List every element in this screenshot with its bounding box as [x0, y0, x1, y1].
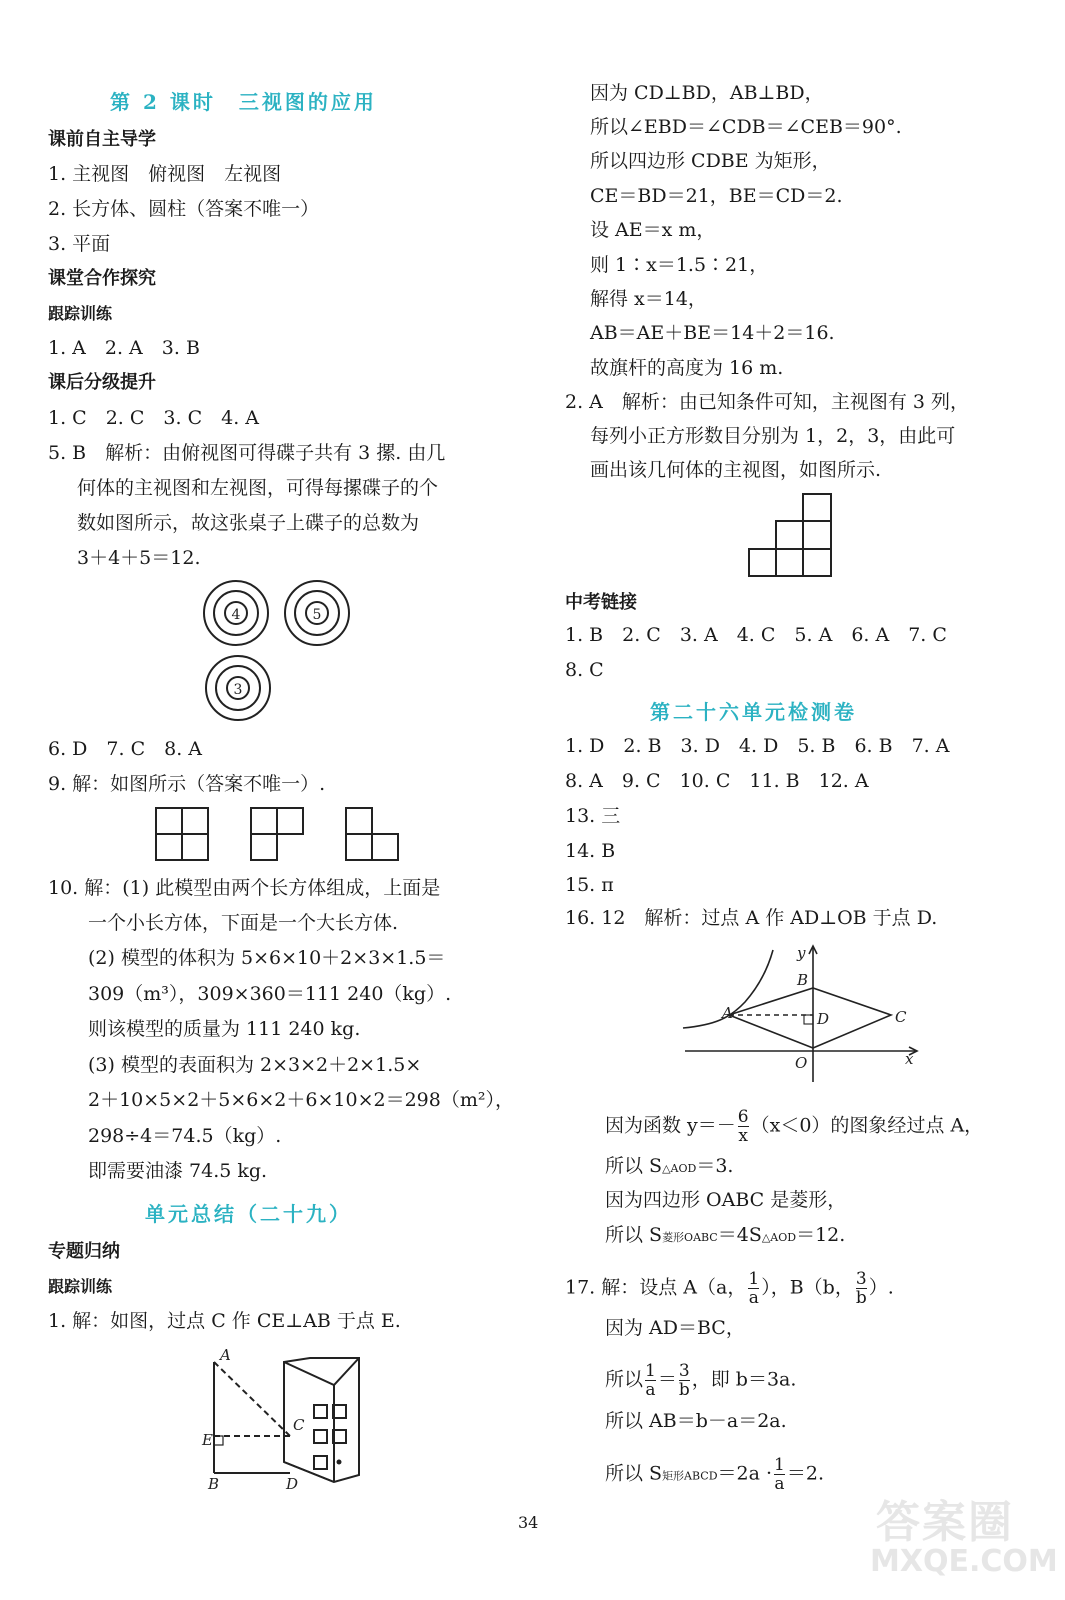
subscript: △AOD: [662, 1162, 697, 1175]
denominator: b: [678, 1380, 690, 1400]
text-segment: ＝4S: [717, 1224, 762, 1246]
answer-line: 10. 解：(1) 此模型由两个长方体组成，上面是: [48, 877, 441, 899]
answer-line: 1. B 2. C 3. A 4. C 5. A 6. A 7. C: [565, 624, 947, 646]
axis-label-x: x: [905, 1050, 914, 1068]
answer-line: 1. D 2. B 3. D 4. D 5. B 6. B 7. A: [565, 735, 950, 757]
subscript: 菱形OABC: [662, 1231, 718, 1244]
numerator: 1: [748, 1269, 760, 1289]
answer-line: 309（m³），309×360＝111 240（kg）.: [88, 983, 452, 1005]
answer-line: 2. 长方体、圆柱（答案不唯一）: [48, 198, 320, 220]
text-segment: ＝12.: [796, 1224, 846, 1246]
answer-line: 因为 AD＝BC，: [605, 1317, 745, 1339]
denominator: a: [645, 1380, 656, 1400]
watermark-url: MXQE.COM: [870, 1544, 1058, 1579]
page-number: 34: [518, 1513, 539, 1532]
answer-line: (2) 模型的体积为 5×6×10＋2×3×1.5＝: [88, 947, 446, 969]
three-views-figure: [156, 808, 398, 860]
answer-line: 2. A 解析：由已知条件可知，主视图有 3 列，: [565, 391, 970, 413]
plates-figure: [204, 581, 349, 720]
answer-line: 因为四边形 OABC 是菱形，: [605, 1189, 847, 1211]
answer-line: 何体的主视图和左视图，可得每摞碟子的个: [77, 477, 439, 499]
text-segment: 所以 S: [605, 1462, 663, 1485]
text-segment: 因为函数 y＝－: [605, 1114, 736, 1137]
watermark-logo: [866, 1486, 1058, 1586]
axis-label-y: y: [797, 944, 806, 962]
answer-line: 3. 平面: [48, 233, 111, 255]
fraction: [645, 1362, 656, 1399]
answer-line: [605, 1222, 845, 1251]
subscript: 矩形ABCD: [662, 1469, 718, 1483]
figures-left: [48, 0, 498, 1600]
answer-line: 解得 x＝14，: [590, 288, 707, 310]
answer-line-q17: [565, 1270, 894, 1307]
plate-label: 4: [231, 607, 241, 623]
text-segment: 17. 解：设点 A（a，: [565, 1276, 747, 1299]
answer-line: 则该模型的质量为 111 240 kg.: [88, 1018, 361, 1040]
answer-line: 所以四边形 CDBE 为矩形，: [590, 150, 831, 172]
point-label-c: C: [895, 1008, 907, 1026]
numerator: 1: [774, 1455, 785, 1475]
point-label-b: B: [797, 971, 809, 989]
section-heading-exam: 中考链接: [565, 592, 637, 613]
subsection-heading: 跟踪训练: [48, 304, 113, 323]
answer-line: 设 AE＝x m，: [590, 219, 716, 241]
answer-line: 画出该几何体的主视图，如图所示.: [590, 459, 882, 481]
text-segment: 所以: [605, 1368, 644, 1391]
fraction: [748, 1270, 759, 1307]
text-segment: ，即 b＝3a.: [691, 1368, 797, 1391]
lesson-title: 第 2 课时 三视图的应用: [110, 90, 377, 114]
answer-line-function: [605, 1108, 983, 1145]
answer-line: 2＋10×5×2＋5×6×2＋6×10×2＝298（m²），: [88, 1089, 514, 1111]
text-segment: ＝: [657, 1368, 677, 1391]
figure-label-c: C: [293, 1416, 305, 1434]
answer-line: 8. C: [565, 659, 604, 681]
text-segment: ＝2a ·: [717, 1462, 773, 1485]
text-segment: ），B（b，: [761, 1276, 854, 1299]
figure-label-d: D: [286, 1475, 299, 1493]
denominator: a: [774, 1474, 785, 1494]
answer-line: 9. 解：如图所示（答案不唯一）.: [48, 773, 326, 795]
answer-line: 5. B 解析：由俯视图可得碟子共有 3 摞. 由几: [48, 442, 446, 464]
section-heading-pre: 课前自主导学: [48, 129, 156, 150]
answer-line: 故旗杆的高度为 16 m.: [590, 357, 784, 379]
denominator: b: [855, 1288, 867, 1308]
answer-line: 每列小正方形数目分别为 1，2，3，由此可: [590, 425, 956, 447]
answer-line: 6. D 7. C 8. A: [48, 738, 202, 760]
answer-line: (3) 模型的表面积为 2×3×2＋2×1.5×: [88, 1054, 422, 1076]
answer-line: 1. A 2. A 3. B: [48, 337, 200, 359]
answer-line: 则 1∶x＝1.5∶21，: [590, 254, 769, 276]
plate-label: 3: [233, 682, 243, 698]
text-segment: 所以 S: [605, 1155, 663, 1177]
numerator: 6: [737, 1107, 749, 1127]
fraction: [679, 1362, 690, 1399]
text-segment: ＝2.: [786, 1462, 824, 1485]
fraction: [774, 1456, 785, 1493]
answer-line: [605, 1362, 796, 1399]
point-label-d: D: [817, 1010, 830, 1028]
unit-summary-title: 单元总结（二十九）: [145, 1202, 352, 1226]
numerator: 1: [645, 1361, 656, 1381]
answer-line: 1. C 2. C 3. C 4. A: [48, 407, 260, 429]
window-dot: [337, 1460, 342, 1465]
answer-line: [605, 1153, 733, 1182]
figure-label-a: A: [220, 1346, 231, 1364]
text-segment: （x＜0）的图象经过点 A，: [750, 1114, 984, 1137]
subscript: △AOD: [761, 1231, 797, 1244]
answer-line: 15. π: [565, 874, 614, 896]
numerator: 3: [678, 1361, 690, 1381]
text-segment: ）.: [868, 1276, 894, 1299]
figure-label-b: B: [208, 1475, 220, 1493]
plate-label: 5: [312, 607, 322, 623]
origin-label: O: [795, 1054, 808, 1072]
denominator: a: [748, 1288, 759, 1308]
answer-line: CE＝BD＝21，BE＝CD＝2.: [590, 185, 843, 207]
answer-line: 298÷4＝74.5（kg）.: [88, 1125, 282, 1147]
section-heading-after: 课后分级提升: [48, 372, 156, 393]
numerator: 3: [855, 1269, 867, 1289]
answer-line: 因为 CD⊥BD，AB⊥BD，: [590, 82, 824, 104]
fraction: [738, 1108, 749, 1145]
answer-line: 3＋4＋5＝12.: [77, 547, 201, 569]
answer-line: 14. B: [565, 840, 616, 862]
answer-line: AB＝AE＋BE＝14＋2＝16.: [590, 322, 835, 344]
section-heading-class: 课堂合作探究: [48, 268, 156, 289]
answer-line: 1. 解：如图，过点 C 作 CE⊥AB 于点 E.: [48, 1310, 401, 1332]
fraction: [856, 1270, 867, 1307]
denominator: x: [738, 1126, 748, 1146]
answer-line: 13. 三: [565, 805, 621, 827]
answer-line: 所以 AB＝b－a＝2a.: [605, 1410, 787, 1432]
section-heading-topic: 专题归纳: [48, 1241, 120, 1262]
text-segment: ＝3.: [696, 1155, 734, 1177]
point-label-a: A: [722, 1004, 733, 1022]
answer-line: 一个小长方体，下面是一个大长方体.: [88, 912, 399, 934]
text-segment: 所以 S: [605, 1224, 663, 1246]
figure-label-e: E: [202, 1431, 213, 1449]
front-view-figure: [749, 494, 831, 576]
watermark-text: 答案圈: [876, 1497, 1014, 1548]
answer-line: 1. 主视图 俯视图 左视图: [48, 163, 282, 185]
figures-right: [565, 0, 1015, 1600]
answer-line: 8. A 9. C 10. C 11. B 12. A: [565, 770, 869, 792]
answer-line: 16. 12 解析：过点 A 作 AD⊥OB 于点 D.: [565, 907, 938, 929]
unit-test-title: 第二十六单元检测卷: [650, 700, 857, 724]
subsection-heading: 跟踪训练: [48, 1277, 113, 1296]
answer-line: 所以∠EBD＝∠CDB＝∠CEB＝90°.: [590, 116, 902, 138]
answer-line: 数如图所示，故这张桌子上碟子的总数为: [77, 512, 420, 534]
answer-line: [605, 1456, 824, 1493]
answer-line: 即需要油漆 74.5 kg.: [88, 1160, 268, 1182]
